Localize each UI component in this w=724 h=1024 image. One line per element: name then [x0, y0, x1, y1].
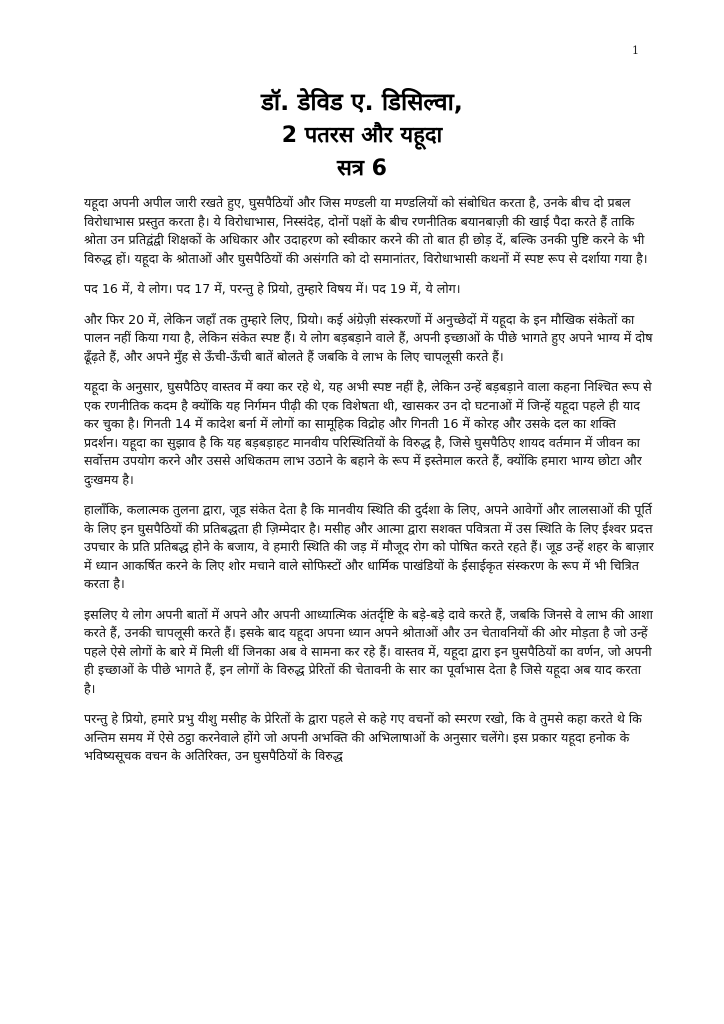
paragraph-7: परन्तु हे प्रियो, हमारे प्रभु यीशु मसीह के प्रेरितों के द्वारा पहले से कहे गए वचनों को स्मरण रखो, कि वे तुमसे कहा करते थे कि अन्तिम समय में ऐसे ठट्ठा करनेवाले होंगे जो अपनी अभक्ति की अभिलाषाओं के अनुसार चलेंगे। इस प्रकार यहूदा हनोक के भविष्यसूचक वचन के अतिरिक्त, उन घुसपैठियों के विरुद्ध	[84, 711, 642, 763]
paragraph-2: पद 16 में, ये लोग। पद 17 में, परन्तु हे प्रियो, तुम्हारे विषय में। पद 19 में, ये लोग।	[84, 281, 461, 296]
title-book: 2 पतरस और यहूदा	[281, 123, 443, 148]
document-body	[84, 194, 654, 778]
document-title	[0, 86, 724, 185]
paragraph-4: यहूदा के अनुसार, घुसपैठिए वास्तव में क्या कर रहे थे, यह अभी स्पष्ट नहीं है, लेकिन उन्हें बड़बड़ाने वाला कहना निश्चित रूप से एक रणनीतिक कदम है क्योंकि यह निर्गमन पीढ़ी की एक विशेषता थी, खासकर उन दो घटनाओं में जिन्हें यहूदा पहले ही याद कर चुका है। गिनती 14 में कादेश बर्ना में लोगों का सामूहिक विद्रोह और गिनती 16 में कोरह और उसके दल का शक्ति प्रदर्शन। यहूदा का सुझाव है कि यह बड़बड़ाहट मानवीय परिस्थितियों के विरुद्ध है, जिसे घुसपैठिए शायद वर्तमान में जीवन का सर्वोत्तम उपयोग करने और उससे अधिकतम लाभ उठाने के बहाने के रूप में इस्तेमाल करते हैं, क्योंकि हमारा भाग्य छोटा और दुःखमय है।	[84, 379, 652, 487]
paragraph-1: यहूदा अपनी अपील जारी रखते हुए, घुसपैठियों और जिस मण्डली या मण्डलियों को संबोधित करता है, उनके बीच दो प्रबल विरोधाभास प्रस्तुत करता है। ये विरोधाभास, निस्संदेह, दोनों पक्षों के बीच रणनीतिक बयानबाज़ी की खाई पैदा करते हैं ताकि श्रोता उन प्रतिद्वंद्वी शिक्षकों के अधिकार और उदाहरण को स्वीकार करने की तो बात ही छोड़ दें, बल्कि उनकी पुष्टि करने के भी विरुद्ध हों। यहूदा के श्रोताओं और घुसपैठियों की असंगति को दो समानांतर, विरोधाभासी कथनों में स्पष्ट रूप से दर्शाया गया है।	[84, 195, 648, 266]
paragraph-6: इसलिए ये लोग अपनी बातों में अपने और अपनी आध्यात्मिक अंतर्दृष्टि के बड़े-बड़े दावे करते हैं, जबकि जिनसे वे लाभ की आशा करते हैं, उनकी चापलूसी करते हैं। इसके बाद यहूदा अपना ध्यान अपने श्रोताओं और उन चेतावनियों की ओर मोड़ता है जो उन्हें पहले ऐसे लोगों के बारे में मिली थीं जिनका अब वे सामना कर रहे हैं। वास्तव में, यहूदा द्वारा इन घुसपैठियों का वर्णन, जो अपनी ही इच्छाओं के पीछे भागते हैं, इन लोगों के विरुद्ध प्रेरितों की चेतावनी के सार का पूर्वाभास देता है जिसे यहूदा अब याद करता है।	[84, 606, 653, 696]
paragraph-5: हालाँकि, कलात्मक तुलना द्वारा, जूड संकेत देता है कि मानवीय स्थिति की दुर्दशा के लिए, अपने आवेगों और लालसाओं की पूर्ति के लिए इन घुसपैठियों की प्रतिबद्धता ही ज़िम्मेदार है। मसीह और आत्मा द्वारा सशक्त पवित्रता में उस स्थिति के लिए ईश्वर प्रदत्त उपचार के प्रति प्रतिबद्ध होने के बजाय, वे हमारी स्थिति की जड़ में मौजूद रोग को पोषित करते रहते हैं। जूड उन्हें शहर के बाज़ार में ध्यान आकर्षित करने के लिए शोर मचाने वाले सोफिस्टों और धार्मिक पाखंडियों के ईसाईकृत संस्करण के रूप में भी चित्रित करता है।	[84, 502, 654, 591]
title-session: सत्र 6	[337, 156, 387, 181]
title-author: डॉ. डेविड ए. डिसिल्वा,	[261, 88, 463, 116]
paragraph-3: और फिर 20 में, लेकिन जहाँ तक तुम्हारे लिए, प्रियो। कई अंग्रेज़ी संस्करणों में अनुच्छेदों में यहूदा के इन मौखिक संकेतों का पालन नहीं किया गया है, लेकिन संकेत स्पष्ट हैं। ये लोग बड़बड़ाने वाले हैं, अपनी इच्छाओं के पीछे भागते हुए अपने भाग्य में दोष ढूँढ़ते हैं, और अपने मुँह से ऊँची-ऊँची बातें बोलते हैं जबकि वे लाभ के लिए चापलूसी करते हैं।	[84, 311, 653, 364]
page-number: 1	[632, 44, 639, 57]
